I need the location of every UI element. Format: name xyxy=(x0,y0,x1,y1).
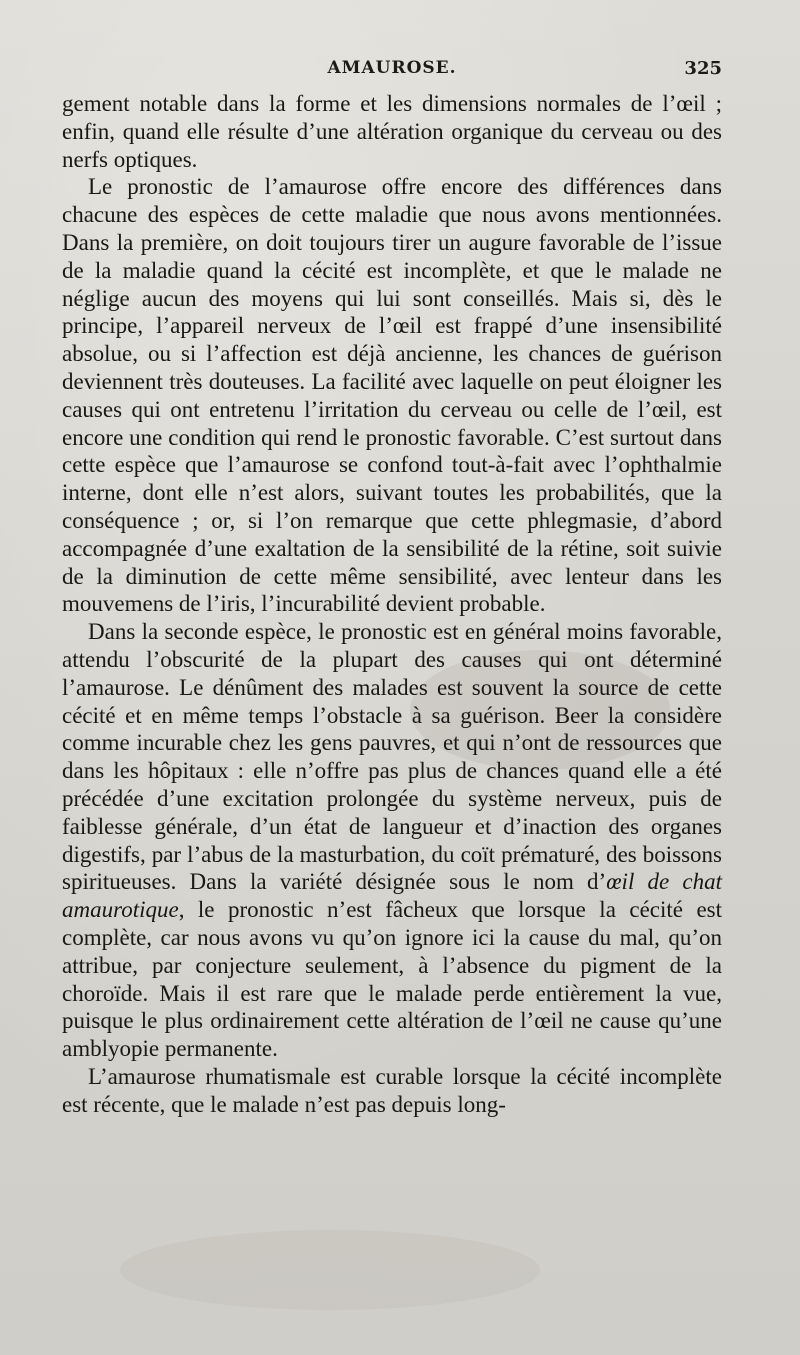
paper-stain xyxy=(120,1230,540,1310)
paragraph-pronostic: Le pronostic de l’amaurose offre encore des différences dans chacune des espèces de cette maladie que nous avons mentionnées. Dans la première, on doit toujours tirer un augure favorable de l’issue de la maladie quand la cécité est incomplète, et que le malade ne néglige aucun des moyens qui lui sont conseillés. Mais si, dès le principe, l’appareil nerveux de l’œil est frappé d’une insensibilité absolue, ou si l’affection est déjà ancienne, les chances de guérison deviennent très douteuses. La facilité avec laquelle on peut éloigner les causes qui ont entretenu l’irritation du cerveau ou celle de l’œil, est encore une condition qui rend le pronostic favorable. C’est surtout dans cette espèce que l’amaurose se confond tout-à-fait avec l’ophthalmie interne, dont elle n’est alors, suivant toutes les probabilités, que la conséquence ; or, si l’on remarque que cette phlegmasie, d’abord accompagnée d’une exaltation de la sensibilité de la rétine, soit suivie de la diminution de cette même sensibilité, avec lenteur dans les mouvemens de l’iris, l’incurabilité devient probable. xyxy=(62,174,722,617)
paragraph-rhumatismale: L’amaurose rhumatismale est curable lorsque la cécité incomplète est récente, que le malade n’est pas depuis long- xyxy=(62,1063,722,1117)
paragraph-text-after-italic: , le pronostic n’est fâcheux que lorsque la cécité est complète, car nous avons vu qu’on ignore ici la cause du mal, qu’on attribue, par conjecture seulement, à l’absence du pigment de la choroïde. Mais il est rare que le malade perde entièrement la vue, puisque le plus ordinairement cette altération de l’œil ne cause qu’une amblyopie permanente. xyxy=(62,897,722,1062)
paragraph-continuation: gement notable dans la forme et les dimensions normales de l’œil ; enfin, quand elle résulte d’une altération organique du cerveau ou des nerfs optiques. xyxy=(62,91,722,172)
paragraph-text-before-italic: Dans la seconde espèce, le pronostic est en général moins favorable, attendu l’obscurité de la plupart des causes qui ont déterminé l’amaurose. Le dénûment des malades est souvent la source de cette cécité et en même temps l’obstacle à sa guérison. Beer la considère comme incurable chez les gens pauvres, et qui n’ont de ressources que dans les hôpitaux : elle n’offre pas plus de chances quand elle a été précédée d’une excitation prolongée du système nerveux, puis de faiblesse générale, d’un état de langueur et d’inaction des organes digestifs, par l’abus de la masturbation, du coït prématuré, des boissons spiritueuses. Dans la variété désignée sous le nom d’ xyxy=(62,619,722,895)
italic-term: œil de chat amaurotique xyxy=(62,869,723,923)
paragraph-seconde-espece xyxy=(62,618,722,1063)
body-text xyxy=(62,90,722,1118)
page-number: 325 xyxy=(684,58,722,79)
running-title: AMAUROSE. xyxy=(327,58,457,78)
running-head xyxy=(62,58,722,84)
